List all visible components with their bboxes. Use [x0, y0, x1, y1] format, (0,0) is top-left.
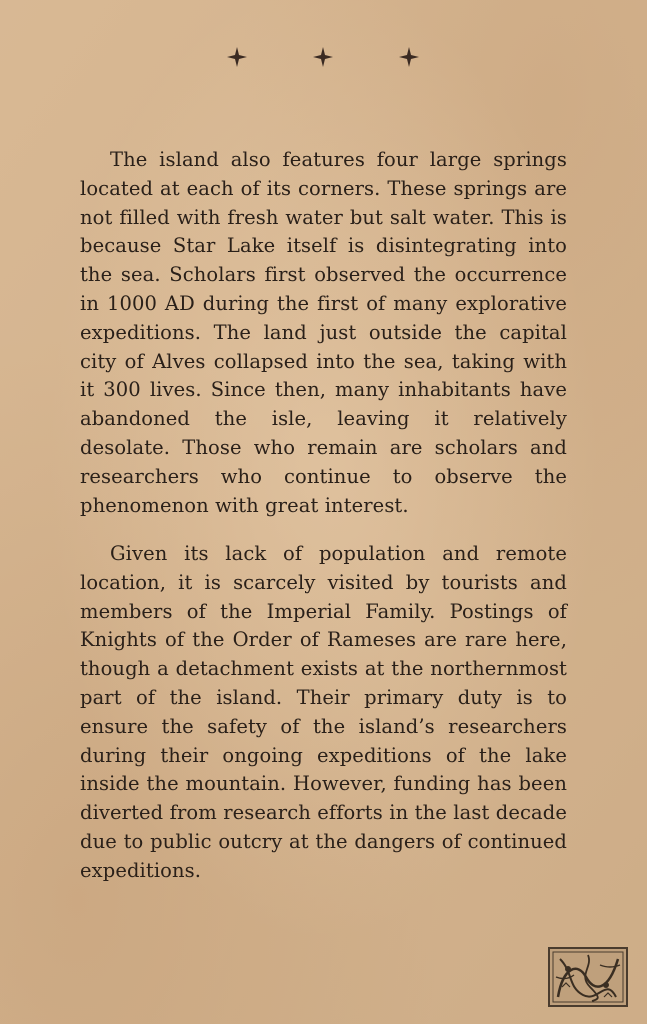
four-point-star-icon: [397, 45, 421, 69]
four-point-star-icon: [225, 45, 249, 69]
paragraph-text: The island also features four large springs located at each of its corners. These springs are not filled with fresh water but salt water. This is because Star Lake itself is disintegrating into the sea. Scholars first observed the occurrence in 1000 AD during the first of many explorative expeditions. The land just outside the capital city of Alves collapsed into the sea, taking with it 300 lives. Since then, many inhabitants have abandoned the isle, leaving it relatively desolate. Those who remain are scholars and researchers who continue to observe the phenomenon with great interest.: [80, 148, 567, 517]
paragraph-2: [80, 540, 567, 886]
paragraph-text: Given its lack of population and remote location, it is scarcely visited by tourists and members of the Imperial Family. Postings of Knights of the Order of Rameses are rare here, though a detachment exists at the northernmost part of the island. Their primary duty is to ensure the safety of the island’s researchers during their ongoing expeditions of the lake inside the mountain. However, funding has been diverted from research efforts in the last decade due to public outcry at the dangers of continued expeditions.: [80, 542, 567, 882]
paragraph-1: [80, 146, 567, 520]
decorative-monogram-icon: [548, 947, 628, 1007]
ornament-row: [0, 45, 647, 75]
four-point-star-icon: [311, 45, 335, 69]
